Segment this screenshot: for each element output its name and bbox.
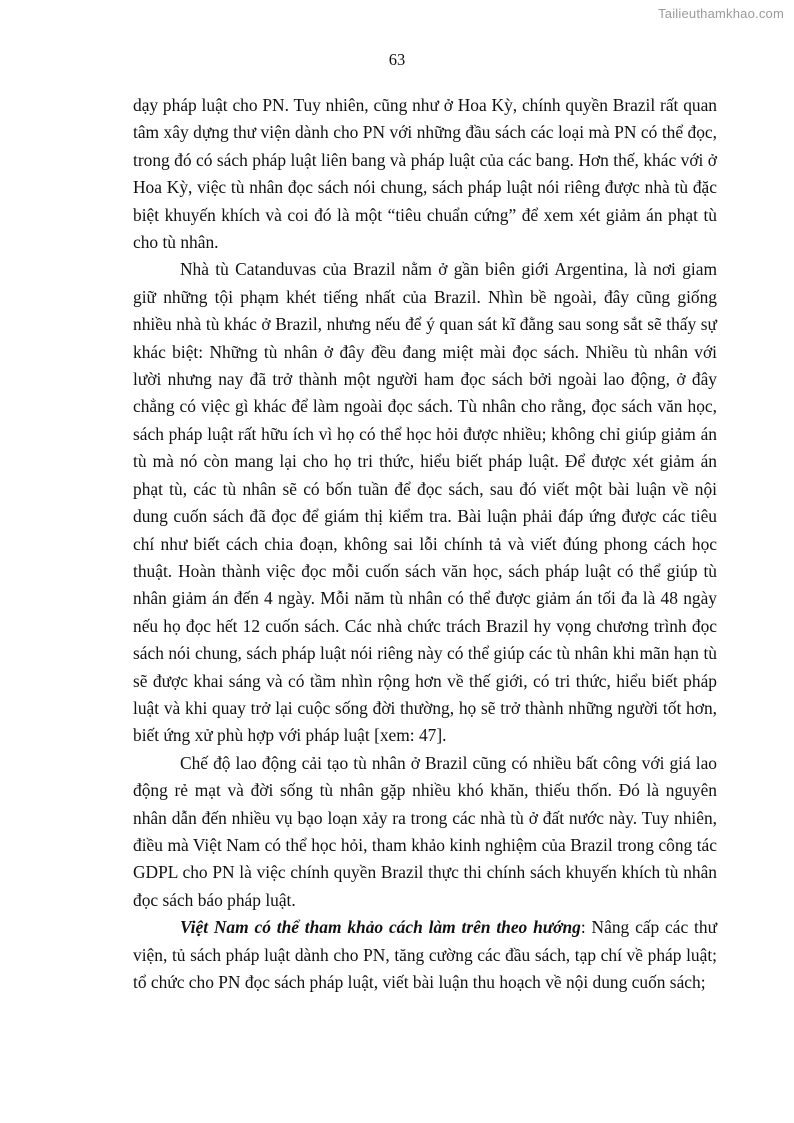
paragraph-1: dạy pháp luật cho PN. Tuy nhiên, cũng như ở Hoa Kỳ, chính quyền Brazil rất quan tâm xây dựng thư viện dành cho PN với những đầu sách các loại mà PN có thể đọc, trong đó có sách pháp luật liên bang và pháp luật của các bang. Hơn thế, khác với ở Hoa Kỳ, việc tù nhân đọc sách nói chung, sách pháp luật nói riêng được nhà tù đặc biệt khuyến khích và coi đó là một “tiêu chuẩn cứng” để xem xét giảm án phạt tù cho tù nhân.: [133, 95, 717, 253]
watermark: Tailieuthamkhao.com: [658, 6, 784, 21]
page-number: 63: [388, 50, 406, 69]
emphasis-lead: Việt Nam có thể tham khảo cách làm trên theo hướng: [180, 917, 581, 938]
paragraph-2: Nhà tù Catanduvas của Brazil nằm ở gần biên giới Argentina, là nơi giam giữ những tội phạm khét tiếng nhất của Brazil. Nhìn bề ngoài, đây cũng giống nhiều nhà tù khác ở Brazil, nhưng nếu để ý quan sát kĩ đằng sau song sắt sẽ thấy sự khác biệt: Những tù nhân ở đây đều đang miệt mài đọc sách. Nhiều tù nhân với lười nhưng nay đã trở thành một người ham đọc sách bởi ngoài lao động, ở đây chẳng có việc gì khác để làm ngoài đọc sách. Tù nhân cho rằng, đọc sách văn học, sách pháp luật rất hữu ích vì họ có thể học hỏi được nhiều; không chỉ giúp giảm án tù mà nó còn mang lại cho họ tri thức, hiểu biết pháp luật. Để được xét giảm án phạt tù, các tù nhân sẽ có bốn tuần để đọc sách, sau đó viết một bài luận về nội dung cuốn sách đã đọc để giám thị kiểm tra. Bài luận phải đáp ứng được các tiêu chí như biết cách chia đoạn, không sai lỗi chính tả và viết đúng phong cách học thuật. Hoàn thành việc đọc mỗi cuốn sách văn học, sách pháp luật có thể giúp tù nhân giảm án đến 4 ngày. Mỗi năm tù nhân có thể được giảm án tối đa là 48 ngày nếu họ đọc hết 12 cuốn sách. Các nhà chức trách Brazil hy vọng chương trình đọc sách nói chung, sách pháp luật nói riêng này có thể giúp các tù nhân khi mãn hạn tù sẽ được khai sáng và có tầm nhìn rộng hơn về thế giới, có tri thức, hiểu biết pháp luật và khi quay trở lại cuộc sống đời thường, họ sẽ trở thành những người tốt hơn, biết ứng xử phù hợp với pháp luật [xem: 47].: [133, 259, 717, 746]
paragraph-4-text: : Nâng cấp các thư viện, tủ sách pháp luật dành cho PN, tăng cường các đầu sách, tạp chí về pháp luật; tổ chức cho PN đọc sách pháp luật, viết bài luận thu hoạch về nội dung cuốn sách;: [133, 917, 717, 992]
document-body: [133, 92, 717, 996]
paragraph-4: [133, 914, 717, 996]
paragraph-3: Chế độ lao động cải tạo tù nhân ở Brazil cũng có nhiều bất công với giá lao động rẻ mạt và đời sống tù nhân gặp nhiều khó khăn, thiếu thốn. Đó là nguyên nhân dẫn đến nhiều vụ bạo loạn xảy ra trong các nhà tù ở đất nước này. Tuy nhiên, điều mà Việt Nam có thể học hỏi, tham khảo kinh nghiệm của Brazil trong công tác GDPL cho PN là việc chính quyền Brazil thực thi chính sách khuyến khích tù nhân đọc sách báo pháp luật.: [133, 752, 717, 910]
